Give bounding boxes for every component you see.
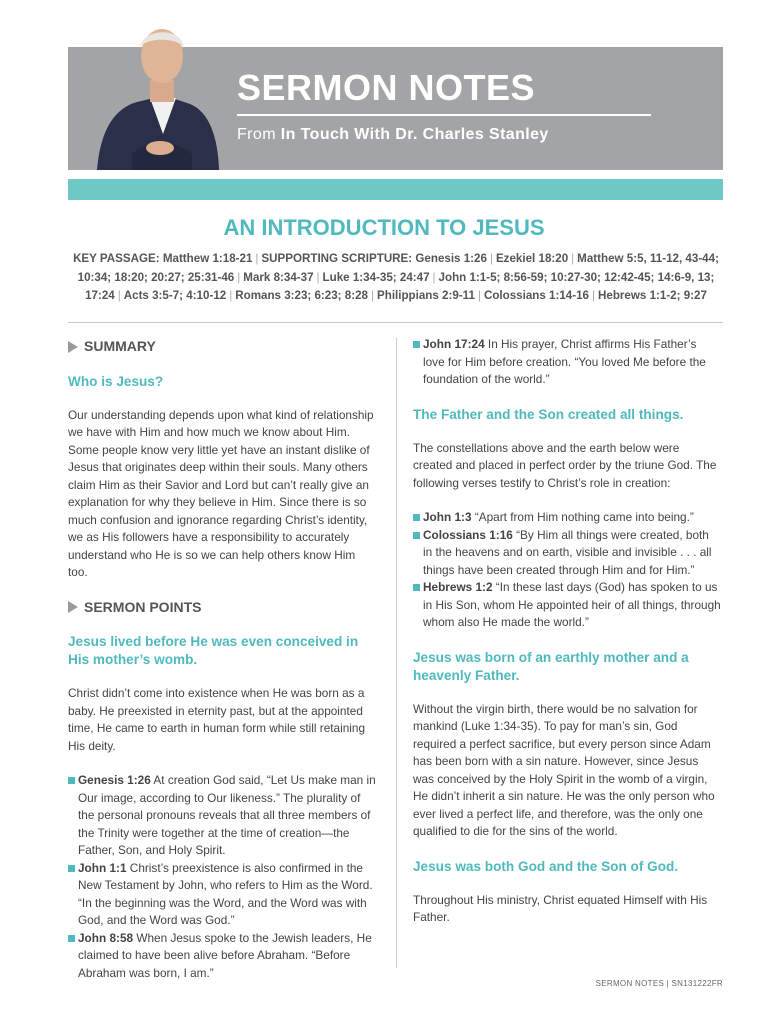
list-item: John 1:3 “Apart from Him nothing came into being.” <box>413 509 721 527</box>
key-passage-label: KEY PASSAGE: <box>73 252 160 265</box>
list-item: Hebrews 1:2 “In these last days (God) has spoken to us in His Son, whom He appointed heir of all things, through whom also He made the world.” <box>413 579 721 632</box>
page-title: AN INTRODUCTION TO JESUS <box>223 215 545 240</box>
person-portrait <box>92 14 222 170</box>
list-item: John 1:1 Christ’s preexistence is also confirmed in the New Testament by John, who refers to Him as the Word. “In the beginning was the Word, and the Word was with God, and the Word was God.” <box>68 860 376 930</box>
divider <box>68 322 723 323</box>
key-passage: KEY PASSAGE: Matthew 1:18-21 | SUPPORTING SCRIPTURE: Genesis 1:26 | Ezekiel 18:20 | Matthew 5:5, 11-12, 43-44; 10:34; 18:20; 20:27; 25:31-46 | Mark 8:34-37 | Luke 1:34-35; 24:47 | John 1:1-5; 8:56-59; 10:27-30; 12:42-45; 14:6-9, 13; 17:24 | Acts 3:5-7; 4:10-12 | Romans 3:23; 6:23; 8:28 | Philippians 2:9-11 | Colossians 1:14-16 | Hebrews 1:1-2; 9:27 <box>73 252 719 302</box>
bullet-square-icon <box>68 935 75 942</box>
point-heading: Jesus lived before He was even conceived in His mother’s womb. <box>68 634 359 667</box>
point-heading: Jesus was both God and the Son of God. <box>413 858 679 874</box>
scripture-list <box>68 772 376 982</box>
banner-title: SERMON NOTES <box>237 67 536 108</box>
summary-heading: Who is Jesus? <box>68 373 164 389</box>
sermon-points-label: SERMON POINTS <box>68 599 376 617</box>
footer-code: SERMON NOTES | SN131222FR <box>595 979 723 988</box>
bullet-square-icon <box>413 532 420 539</box>
summary-section-label: SUMMARY <box>68 338 376 356</box>
bullet-square-icon <box>413 514 420 521</box>
point-heading: Jesus was born of an earthly mother and a heavenly Father. <box>413 649 689 683</box>
list-item: Colossians 1:16 “By Him all things were created, both in the heavens and on earth, visible and invisible . . . all things have been created through Him and for Him.” <box>413 527 721 580</box>
point-body: Without the virgin birth, there would be no salvation for mankind (Luke 1:34-35). To pay for man’s sin, God required a perfect sacrifice, but every person since Adam has been born with a sin nature. However, since Jesus was conceived by the Holy Spirit in the womb of a virgin, He didn’t inherit a sin nature. He was the only person who ever lived a perfect life, and therefore, was the only one qualified to die for the sins of the world. <box>413 701 715 838</box>
point-heading: The Father and the Son created all things. <box>413 406 684 422</box>
source-name: In Touch With Dr. Charles Stanley <box>280 126 549 143</box>
scripture-list <box>413 509 721 632</box>
left-column <box>68 334 376 982</box>
list-item: Genesis 1:26 At creation God said, “Let Us make man in Our image, according to Our likeness.” The plurality of the personal pronouns reveals that all three members of the Trinity were together at the time of creation—the Father, Son, and Holy Spirit. <box>68 772 376 860</box>
right-column <box>413 336 721 944</box>
bullet-square-icon <box>413 584 420 591</box>
banner-subtitle: From In Touch With Dr. Charles Stanley <box>237 126 549 143</box>
list-item: John 8:58 When Jesus spoke to the Jewish leaders, He claimed to have been alive before Abraham. “Before Abraham was born, I am.” <box>68 930 376 983</box>
accent-bar <box>68 179 723 200</box>
bullet-square-icon <box>68 865 75 872</box>
point-body: Throughout His ministry, Christ equated Himself with His Father. <box>413 892 708 924</box>
column-divider <box>396 338 397 968</box>
point-body: The constellations above and the earth below were created and placed in perfect order by the triune God. The following verses testify to Christ’s role in creation: <box>413 440 717 490</box>
bullet-square-icon <box>68 777 75 784</box>
triangle-icon <box>68 601 78 613</box>
banner-divider <box>237 114 651 116</box>
point-body: Christ didn’t come into existence when He was born as a baby. He preexisted in eternity past, but at the appointed time, He came to earth in human form while still retaining His deity. <box>68 686 366 753</box>
triangle-icon <box>68 341 78 353</box>
bullet-square-icon <box>413 341 420 348</box>
supporting-scripture-label: SUPPORTING SCRIPTURE: <box>261 252 413 265</box>
scripture-list <box>413 336 721 389</box>
summary-body: Our understanding depends upon what kind of relationship we have with Him and how much we know about Him. Some people know very little yet have an instant dislike of Jesus that originates deep within their souls. Many others claim Him as their Savior and Lord but can’t really give an explanation for why they believe in Him. Since there is so much confusion and ignorance regarding Christ’s identity, we as His followers have a responsibility to accurately understand who He is so we can help others know Him too. <box>68 407 374 579</box>
list-item: John 17:24 In His prayer, Christ affirms His Father’s love for Him before creation. “You loved Me before the foundation of the world.” <box>413 336 721 389</box>
